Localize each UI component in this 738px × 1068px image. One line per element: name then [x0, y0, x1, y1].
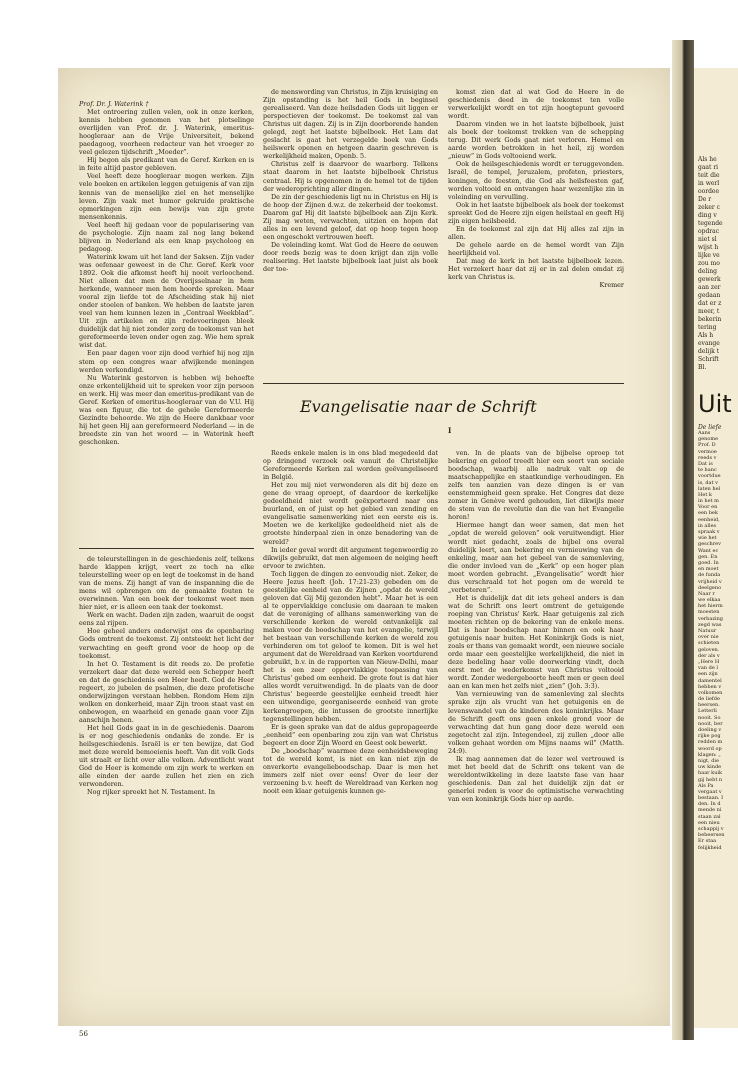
adjacent-page-line: uw kinde	[698, 764, 722, 771]
section-divider	[79, 548, 254, 549]
adjacent-page-line: meer, t	[698, 308, 720, 315]
adjacent-page-line: beheersen	[698, 832, 725, 839]
adjacent-page-line: gij hebt n	[698, 776, 723, 783]
heading-rule-top	[263, 383, 624, 384]
column-three-top	[448, 88, 624, 378]
adjacent-page-line: nigt, die	[698, 757, 719, 764]
adjacent-page-line: woord op	[698, 745, 722, 752]
adjacent-page-line: „Here H	[698, 658, 720, 665]
article-paragraph: Nog rijker spreekt het N. Testament. In	[87, 788, 216, 797]
adjacent-page-line: vermoe	[698, 448, 717, 455]
article-paragraph: komst zien dat al wat God de Heere in de geschiedenis deed in de toekomst ten volle verwerkelijkt wordt en tot zijn hoogtepunt gevoerd wordt.	[448, 88, 624, 121]
article-paragraph: Ook de heilsgeschiedenis wordt er teruggevonden. Israël, de tempel, Jeruzalem, profeten, priesters, koningen, de feesten, die God als heilsfeesten gaf, worden voltooid en ontvangen haar wezenlijke zin in voleinding en vervulling.	[448, 160, 624, 201]
article-paragraph: In het O. Testament is dit reeds zo. De profetie verzekert daar dat deze wereld een Schepper heeft en dat de geschiedenis een Heer heeft. God de Heer regeert, zo jubelen de psalmen, die deze profetische onderwijzingen verstaan hebben. Rondom Hem zijn wolken en donkerheid, maar Zijn troon staat vast en onbewogen, en waarheid en genade gaan voor Zijn aanschijn henen.	[79, 659, 254, 724]
adjacent-page-line: wie het	[698, 535, 717, 542]
adjacent-page-line: in alles	[698, 522, 717, 529]
adjacent-page-line: aan zer	[698, 284, 721, 291]
adjacent-page-line: schappij v	[698, 826, 724, 832]
adjacent-page-line: haar kuik	[698, 770, 723, 777]
article-paragraph: Ook in het laatste bijbelboek als boek der toekomst spreekt God de Heere zijn eigen heilstaal en geeft Hij zijn eigen heilsbeeld.	[448, 200, 624, 225]
adjacent-page-line: genome	[698, 436, 719, 443]
section-number: I	[448, 426, 452, 435]
adjacent-page-line: klagen: „	[698, 751, 721, 758]
adjacent-page-line: zegd was	[698, 621, 722, 628]
obituary-byline: Prof. Dr. J. Waterink †	[79, 100, 149, 108]
article-paragraph: De voleinding komt. Wat God de Heere de eeuwen door reeds bezig was te doen krijgt dan zijn volle realisering. Het laatste bijbelboek laat juist als boek der toe-	[263, 240, 438, 274]
evangelisatie-paragraph: ven. In de plaats van de bijbelse oproep tot bekering en geloof treedt hier een soort van sociale boodschap, waarbij alle nadruk valt op de maatschappelijke en staatkundige verhoudingen. En zelfs ten aanzien van deze dingen is er van eenstemmigheid geen sprake. Het Congres dat deze zomer in Genève werd gehouden, liet dikwijls meer de stem van de revolutie dan die van het Evangelie horen!	[448, 449, 624, 522]
article-paragraph: Dat mag de kerk in het laatste bijbelboek lezen. Het verzekert haar dat zij er in zal delen omdat zij kerk van Christus is.	[448, 256, 624, 282]
adjacent-page-line: Als h	[698, 332, 714, 339]
adjacent-page-line: Natuur	[698, 628, 717, 634]
adjacent-page-line: in het m	[698, 498, 719, 505]
adjacent-page-line: Als Pa	[698, 782, 714, 789]
adjacent-page-line: het hierm	[698, 603, 723, 610]
adjacent-page-line: nooit, ber	[698, 720, 723, 727]
adjacent-page-line: vergaat v	[698, 788, 722, 795]
adjacent-page-line: een nieu	[698, 819, 720, 826]
article-paragraph: Het heil Gods gaat in in de geschiedenis. Daarom is er nog geschiedenis ondanks de zonde. Er is heilsgeschiedenis. Israël is er ten bewijze, dat God met deze wereld bemoeienis heeft. Van dit volk Gods uit straalt er licht over alle volken. Adventlicht want God de Heer is komende om zijn werk te werken en alle einden der aarde zullen het zien en zich verwonderen.	[79, 723, 254, 789]
adjacent-page-line: bekerin	[698, 316, 722, 323]
adjacent-page-line: en moet	[698, 566, 719, 573]
column-three-top-body	[448, 88, 624, 281]
article-paragraph: Hoe geheel anders onderwijst ons de openbaring Gods omtrent de toekomst. Zij ontsteekt het licht der verwachting en geeft grond voor de hoop op de toekomst.	[79, 627, 254, 660]
evangelisatie-paragraph: Toch liggen de dingen zo eenvoudig niet. Zeker, de Heere Jezus heeft (Joh. 17:21-23) gebeden om de geestelijke eenheid van de Zijnen „opdat de wereld geloven dat Gij Mij gezonden hebt”. Maar het is een al te oppervlakkige conclusie om daaraan te maken dat de vereniging of allhans samenwerking van de verschillende kerken de wereld ontvankelijk zal maken voor de boodschap van het evangelie, terwijl het bestaan van verschillende kerken de wereld zou verhinderen om tot geloof te komen. Dit is wel het argument dat de Wereldraad van Kerken voortdurend gebruikt, b.v. in de rapporten van Nieuw-Delhi, maar het is een zeer oppervlakkige toepassing van Christus' gebed om eenheid. De grote fout is dat hier alles wordt veruitwendigd. In de plaats van de door Christus' begeerde geestelijke eenheid treedt hier een uitwendige, georganiseerde eenheid van grote kerkengroepen, die intussen de grootste innerlijke tegenstellingen hebben.	[263, 569, 438, 723]
adjacent-page-line: van de l	[698, 665, 718, 672]
adjacent-page-line: mende ni	[698, 807, 722, 814]
article-paragraph: Christus zelf is daarvoor de waarborg. Telkens staat daarom in het laatste bijbelboek Christus centraal. Hij is opgenomen in de hemel tot de tijden der wederoprichting aller dingen.	[263, 160, 438, 193]
adjacent-page-line: opdrac	[698, 228, 720, 235]
adjacent-page-line: eenheid,	[698, 516, 720, 523]
adjacent-page-line: Letterli	[698, 708, 717, 715]
article-paragraph: Werk en wacht. Daden zijn zaden, waaruit de oogst eens zal rijpen.	[79, 611, 254, 628]
adjacent-page-line: oordee	[698, 188, 720, 195]
obituary-paragraph: Met ontroering zullen velen, ook in onze kerken, kennis hebben genomen van het plotselinge overlijden van Prof. dr. J. Waterink, emeritus-hoogleraar aan de Vrije Universiteit, bekend paedagoog, voorheen redacteur van het vroeger zo veel gelezen tijdschrift „Moeder”.	[79, 108, 254, 157]
adjacent-page-line: de liefde	[698, 696, 720, 703]
adjacent-page	[694, 68, 738, 1028]
adjacent-page-line: we elkaa	[698, 597, 721, 604]
author-signature: Kremer	[599, 281, 624, 290]
evangelisatie-paragraph: De „boodschap” waarmee deze eenheidsbeweging tot de wereld komt, is niet en kan niet zijn de onverkorte evangelieboodschap. Daar is men het immers zelf niet over eens! Over de leer der verzoening b.v. heeft de Wereldraad van Kerken nog nooit een klaar getuigenis kunnen ge-	[263, 746, 438, 795]
obituary-paragraph: Veel heeft hij gedaan voor de popularisering van de psychologie. Zijn naam zal nog lang bekend blijven in Nederland als een knap psycholoog en pedagoog.	[79, 220, 254, 253]
adjacent-page-line: Het k	[698, 491, 712, 498]
adjacent-page-line: Aans	[698, 430, 711, 436]
adjacent-page-line: schieten	[698, 640, 720, 647]
adjacent-page-line: staan zal	[698, 813, 721, 820]
adjacent-page-line: nooit. So	[698, 714, 721, 721]
obituary-body	[79, 108, 254, 446]
column-two-top	[263, 88, 438, 378]
adjacent-page-line: Prof. D	[698, 442, 716, 449]
adjacent-page-line: Er staa	[698, 838, 717, 845]
adjacent-page-line: een bek	[698, 510, 718, 517]
evangelisatie-paragraph: Het zou mij niet verwonderen als dit bij deze en gene de vraag oproept, of daardoor de kerkelijke gedeeldheid niet wordt geëxporteerd naar ons buurland, en of juist op het gebied van zending en evangelisatie samenwerking niet een eerste eis is. Moeten we de kerkelijke gedeeldheid niet als de grootste hinderpaal zien in onze benadering van de wereld?	[263, 481, 438, 546]
evangelisatie-paragraph: Reeds enkele malen is in ons blad megedeeld dat op dringend verzoek ook vanuit de Christelijke Gereformeerde Kerken zal worden geëvangeliseerd in België.	[263, 449, 438, 482]
adjacent-page-line: dat er z	[698, 300, 722, 307]
adjacent-page-line: hebben v	[698, 683, 722, 690]
article-heading: Evangelisatie naar de Schrift	[300, 397, 537, 416]
adjacent-page-line: Als he	[698, 156, 717, 163]
adjacent-page-line: deelgeno	[698, 584, 722, 591]
adjacent-page-line: laten hel	[698, 485, 721, 492]
adjacent-page-line: moesten	[698, 609, 720, 616]
adjacent-page-line: der als v	[698, 652, 720, 659]
adjacent-page-line: te hanc	[698, 467, 717, 474]
obituary-paragraph: Hij begon als predikant van de Geref. Kerken en is in feite altijd pastor gebleven.	[79, 156, 254, 173]
evangelisatie-paragraph: Er is geen sprake van dat de aldus gepropageerde „eenheid” een openbaring zou zijn van wat Christus begeert en door Zijn Woord en Geest ook bewerkt.	[263, 722, 438, 747]
article-paragraph: de menswording van Christus, in Zijn kruisiging en Zijn opstanding is het heil Gods in beginsel gerealiseerd. Van deze heilsdaden Gods uit liggen er perspectieven der toekomst. De toekomst zal van Christus uit dagen. Zij is in Zijn doorborende handen gelegd, zegt het laatste bijbelboek. Het Lam dat geslacht is gaat het verzegelde boek van Gods heilswerk openen en hetgeen daarin geschreven is werkelijkheid maken, Openb. 5.	[263, 88, 438, 161]
adjacent-page-line: de funda	[698, 572, 721, 579]
adjacent-page-line: felijkheid	[698, 844, 722, 851]
adjacent-page-line: gaat ri	[698, 164, 719, 171]
adjacent-page-line: zou mo	[698, 260, 720, 267]
adjacent-page-line: geschrev	[698, 541, 721, 548]
adjacent-page-line: ding v	[698, 212, 717, 219]
article-left-column	[79, 555, 254, 1032]
adjacent-page-line: lijke ve	[698, 252, 720, 259]
obituary-paragraph: Nu Waterink gestorven is hebben wij behoefte onze erkentelijkheid uit te spreken voor zijn persoon en werk. Hij was meer dan emeritus-predikant van de Geref. Kerken of emeritus-hoogleraar van de V.U. Hij was een figuur, die tot de gehele Gereformeerde Gezindte behoorde. We zijn de Heere dankbaar voor hij het geen Hij aan gereformeerd Nederland — in de breedste zin van het woord — in Waterink heeft geschonken.	[79, 373, 254, 446]
adjacent-page-line: den. In d	[698, 801, 721, 808]
adjacent-page-line: Want ec	[698, 547, 719, 554]
adjacent-page-line: Schrift	[698, 356, 719, 363]
adjacent-page-line: tering	[698, 324, 717, 331]
adjacent-page-line: volkomen	[698, 689, 723, 696]
adjacent-page-line: een zijn	[698, 671, 718, 678]
obituary-paragraph: Waterink kwam uit het land der Saksen. Zijn vader was oefenaar geweest in de Chr. Geref. Kerk voor 1892. Ook die afkomst heeft hij nooit verloochend. Niet alleen dat men de Overijsselnaar in hem herkende, wanneer men hem hoorde spreken. Maar vooral zijn liefde tot de Afscheiding stak hij niet onder stoelen of banken. We hebben de laatste jaren veel van hem kunnen lezen in „Centraal Weekblad”. Uit zijn artikelen en zijn redevoeringen bleek duidelijk dat hij niet zonder zorg de toekomst van het gereformeerde leven onder ogen zag. Wie hem sprak wist dat.	[79, 252, 254, 350]
adjacent-page-line: zeker c	[698, 204, 721, 211]
adjacent-page-line: in werl	[698, 180, 720, 187]
adjacent-page-line: gen. En	[698, 553, 718, 560]
adjacent-page-line: damentel	[698, 677, 722, 684]
evangelisatie-paragraph: Het is duidelijk dat dit iets geheel anders is dan wat de Schrift ons leert omtrent de getuigende roeping van Christus' Kerk. Haar getuigenis zal zich moeten richten op de bekering van de enkele mens. Dat is haar boodschap naar binnen en ook haar getuigenis naar buiten. Het Koninkrijk Gods is niet, zoals er thans van gemaakt wordt, een nieuwe sociale orde maar een geestelijke werkelijkheid, die niet in deze bedeling haar volle doorwerking vindt, doch eerst met de wederkomst van Christus voltooid wordt. Zonder wedergeboorte heeft men er geen deel aan en kan men het zelfs niet „zien” (Joh. 3:3).	[448, 593, 624, 691]
adjacent-page-line: reeds v	[698, 454, 717, 461]
page-number: 56	[79, 1030, 88, 1038]
evangelisatie-paragraph: Van vernieuwing van de samenleving zal slechts sprake zijn als vrucht van het getuigenis en de levenswandel van de kinderen des koninkrijks. Maar de Schrift geeft ons geen enkele grond voor de verwachting dat hun gang door deze wereld een zegetocht zal zijn. Integendeel, zij zullen „door alle volken gehaat worden om Mijns naams wil” (Matth. 24:9).	[448, 690, 624, 755]
adjacent-page-line: wijst h	[698, 244, 719, 251]
adjacent-page-line: voortdue	[698, 473, 721, 480]
adjacent-page-line: delijk t	[698, 348, 720, 355]
adjacent-page-line: geloven.	[698, 646, 720, 653]
adjacent-page-line: over nie	[698, 634, 719, 641]
adjacent-page-line: deling	[698, 268, 717, 275]
adjacent-page-line: rijke pog	[698, 733, 721, 740]
adjacent-page-line: Voor en	[698, 504, 718, 511]
evangelisatie-paragraph: Ik mag aannemen dat de lezer wel vertrouwd is met het beeld dat de Schrift ons tekent van de wereldontwikkeling in deze laatste fase van haar geschiedenis. Dan zal het duidelijk zijn dat er generlei reden is voor de optimistische verwachting van een koninkrijk Gods hier op aarde.	[448, 754, 624, 804]
adjacent-page-line: tegende	[698, 220, 723, 227]
adjacent-page-line: teit die	[698, 172, 720, 179]
adjacent-page-line: redden m	[698, 739, 723, 746]
adjacent-page-line: gedaan	[698, 292, 721, 299]
article-paragraph: De zin der geschiedenis ligt nu in Christus en Hij is de hoop der Zijnen d.w.z. de zekerheid der toekomst. Daarom gaf Hij dit laatste bijbelboek aan Zijn Kerk. Zij mag weten, verwachten, uitzien en hopen dat alles in een levend geloof, dat op hoop tegen hoop een ongeschokt vertrouwen heeft.	[263, 192, 438, 241]
evangelisatie-paragraph: Hiermee hangt dan weer samen, dat men het „opdat de wereld geloven” ook veruitwendigt. Hier wordt niet gedacht, zoals de bijbel ons overal duidelijk leert, aan bekering en vernieuwing van de enkeling, maar aan het gebeel van de samenleving, die onder invloed van de „Kerk” op een hoger plan moet worden gebracht. „Evangelisatie” wordt hier dus verschraald tot het pogen om de wereld te „verbeteren”.	[448, 521, 624, 594]
evangelisatie-paragraph: In ieder geval wordt dit argument tegenwoordig zo dikwijls gebruikt, dat men algemeen de neiging heeft ervoor te zwichten.	[263, 545, 438, 570]
adjacent-page-line: Naar r	[698, 590, 715, 597]
column-three-bottom	[448, 449, 624, 1029]
adjacent-page-line: vrijheid v	[698, 578, 722, 585]
obituary-column	[79, 100, 254, 545]
article-paragraph: de teleurstellingen in de geschiedenis zelf, telkens harde klappen krijgt, veert ze toch na elke teleurstelling weer op en legt de toekomst in de hand van de mens. Zij hangt af van de inspanning die de mens wil opbrengen om de gemaakte fouten te overwinnen. Van een boek der toekomst weet men hier niet, er is alleen een taak der toekomst.	[79, 555, 254, 612]
adjacent-page-small-text	[698, 430, 724, 851]
adjacent-page-line: verbazing	[698, 615, 724, 622]
adjacent-page-title: Uit	[698, 390, 732, 418]
book-gutter	[672, 40, 694, 1040]
adjacent-page-top-text	[698, 156, 723, 372]
adjacent-page-line: Dat is	[698, 460, 713, 467]
adjacent-page-line: niet sl	[698, 236, 717, 243]
adjacent-page-line: gewerk	[698, 276, 721, 283]
adjacent-page-line: goed. In	[698, 559, 719, 566]
column-two-bottom	[263, 449, 438, 1029]
adjacent-page-subtitle: De liefe	[698, 424, 722, 431]
adjacent-page-line: De r	[698, 196, 712, 203]
article-paragraph: De gehele aarde en de hemel wordt van Zijn heerlijkheid vol.	[448, 240, 624, 257]
adjacent-page-line: heersen.	[698, 702, 720, 709]
adjacent-page-line: doeling v	[698, 727, 722, 733]
obituary-paragraph: Een paar dagen voor zijn dood verhief hij nog zijn stem op een congres waar afwijkende meningen werden verkondigd.	[79, 349, 254, 374]
adjacent-page-line: spraak v	[698, 529, 720, 535]
adjacent-page-line: evange	[698, 340, 720, 347]
adjacent-page-line: is, dat v	[698, 479, 718, 486]
article-paragraph: En de toekomst zal zijn dat Hij alles zal zijn in allen.	[448, 224, 624, 241]
adjacent-page-line: Bl.	[698, 364, 707, 371]
adjacent-page-line: bestaan. I	[698, 795, 724, 802]
article-paragraph: Daarom vinden we in het laatste bijbelboek, juist als boek der toekomst trekken van de schepping terug. Dit werk Gods gaat niet verloren. Hemel en aarde worden betrokken in het heil, zij worden „nieuw” in Gods voltooiend werk.	[448, 120, 624, 161]
obituary-paragraph: Veel heeft deze hoogleraar mogen werken. Zijn vele boeken en artikelen leggen getuigenis af van zijn kennis van de menselijke ziel en het menselijke leven. Zijn vaak met humor gekruide praktische opmerkingen zijn een bewijs van zijn grote mensenkennis.	[79, 172, 254, 221]
